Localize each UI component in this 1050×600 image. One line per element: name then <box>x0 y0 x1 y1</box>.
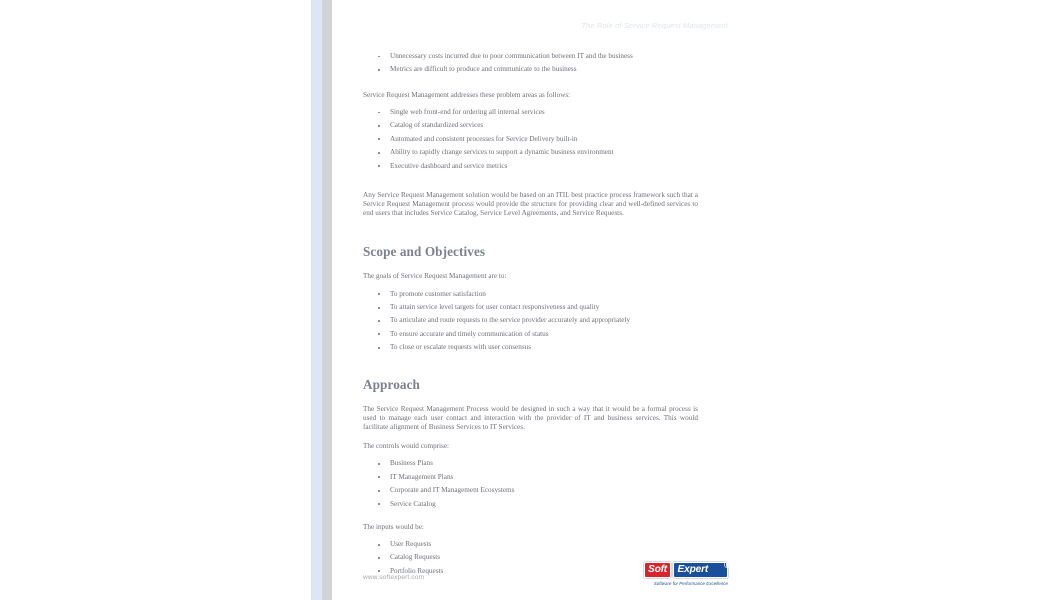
bullet-square-icon <box>378 320 380 322</box>
softexpert-logo <box>644 560 731 586</box>
bullet-square-icon <box>378 56 380 58</box>
controls-bullet-list <box>363 457 698 511</box>
approach-paragraph: The Service Request Management Process would be designed in such a way that it would be a formal process is used to manage each user contact and interaction with the provider of IT and business services. This would facilitate alignment of Business Services to IT Services. <box>363 404 698 431</box>
bullet-square-icon <box>378 476 380 478</box>
left-gutter-blue-strip <box>312 0 322 600</box>
list-item-label: Business Plans <box>390 459 433 468</box>
list-item-label: Single web front-end for ordering all internal services <box>390 107 545 116</box>
bullet-square-icon <box>378 307 380 309</box>
running-header: The Role of Service Request Management <box>581 21 728 30</box>
bullet-square-icon <box>378 112 380 114</box>
bullet-square-icon <box>378 69 380 71</box>
list-item <box>363 498 698 511</box>
document-page <box>332 0 1050 600</box>
list-item-label: Portfolio Requests <box>390 566 444 575</box>
list-item-label: Executive dashboard and service metrics <box>390 161 508 170</box>
logo-tagline: Software for Performance Excellence <box>653 580 728 586</box>
bullet-square-icon <box>378 503 380 505</box>
list-item <box>363 471 698 484</box>
list-item <box>363 314 698 327</box>
logo-soft-block <box>644 562 671 578</box>
bullet-square-icon <box>378 463 380 465</box>
list-item <box>363 457 698 470</box>
list-item <box>363 328 698 341</box>
bullet-square-icon <box>378 570 380 572</box>
list-item-label: Ability to rapidly change services to support a dynamic business environment <box>390 148 614 157</box>
bullet-square-icon <box>378 557 380 559</box>
list-item-label: To articulate and route requests to the service provider accurately and appropriately <box>390 316 630 325</box>
logo-expert-text: Expert <box>677 563 709 575</box>
list-item <box>363 538 698 551</box>
list-item-label: Catalog of standardized services <box>390 121 484 130</box>
bullet-square-icon <box>378 544 380 546</box>
list-item <box>363 106 698 119</box>
bullet-square-icon <box>378 293 380 295</box>
logo-soft-text: Soft <box>648 563 668 575</box>
addresses-bullet-list <box>363 106 698 173</box>
list-item-label: To close or escalate requests with user consensus <box>390 343 532 352</box>
logo-wordmark <box>644 560 731 578</box>
addresses-lead-text: Service Request Management addresses these problem areas as follows: <box>363 90 571 99</box>
list-item-label: To attain service level targets for user contact responsiveness and quality <box>390 303 600 312</box>
list-item-label: Unnecessary costs incurred due to poor communication between IT and the business <box>390 52 633 60</box>
list-item <box>363 160 698 173</box>
list-item-label: Corporate and IT Management Ecosystems <box>390 486 515 495</box>
section-heading-scope-and-objectives: Scope and Objectives <box>363 244 486 260</box>
list-item-label: Automated and consistent processes for Service Delivery built-in <box>390 134 578 143</box>
list-item <box>363 146 698 159</box>
goals-lead-text: The goals of Service Request Management are to: <box>363 272 507 281</box>
registered-trademark-icon: ® <box>723 560 731 571</box>
left-gutter-gray-strip <box>322 0 332 600</box>
controls-lead-text: The controls would comprise: <box>363 442 450 451</box>
list-item <box>363 50 698 63</box>
top-bullet-list <box>363 50 698 77</box>
list-item <box>363 484 698 497</box>
bullet-square-icon <box>378 347 380 349</box>
bullet-square-icon <box>378 333 380 335</box>
list-item-label: Service Catalog <box>390 499 436 508</box>
bullet-square-icon <box>378 152 380 154</box>
logo-expert-block <box>673 560 731 578</box>
itil-paragraph: Any Service Request Management solution would be based on an ITIL best practice process framework such that a Service Request Management process would provide the structure for providing clear and well-defined services to end users that includes Service Catalog, Service Level Agreements, and Service Requests. <box>363 191 698 218</box>
bullet-square-icon <box>378 490 380 492</box>
list-item-label: User Requests <box>390 540 432 549</box>
footer-website-url: www.softexpert.com <box>363 574 425 581</box>
list-item-label: Metrics are difficult to produce and communicate to the business <box>390 65 577 74</box>
list-item <box>363 301 698 314</box>
section-heading-approach: Approach <box>363 376 420 392</box>
inputs-lead-text: The inputs would be: <box>363 522 424 531</box>
bullet-square-icon <box>378 165 380 167</box>
page-body <box>363 50 698 578</box>
list-item-label: Catalog Requests <box>390 553 441 562</box>
goals-bullet-list <box>363 288 698 355</box>
page-content-area <box>363 0 729 600</box>
bullet-square-icon <box>378 125 380 127</box>
list-item <box>363 288 698 301</box>
list-item-label: IT Management Plans <box>390 472 454 481</box>
bullet-square-icon <box>378 138 380 140</box>
list-item <box>363 63 698 76</box>
list-item <box>363 119 698 132</box>
list-item <box>363 133 698 146</box>
list-item <box>363 341 698 354</box>
list-item-label: To promote customer satisfaction <box>390 289 486 298</box>
list-item-label: To ensure accurate and timely communication of status <box>390 329 549 338</box>
